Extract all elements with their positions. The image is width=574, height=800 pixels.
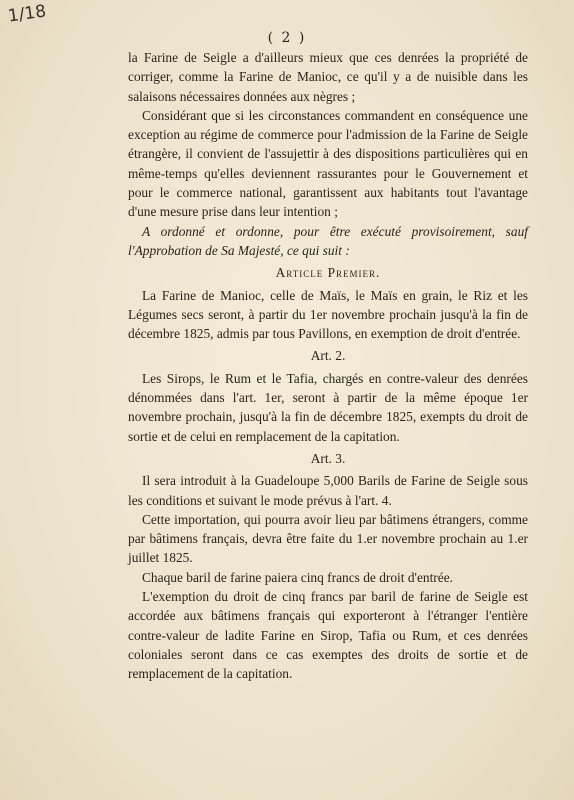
article-1-heading: Article Premier. <box>275 265 381 281</box>
document-body <box>128 48 528 684</box>
article-2-heading: Art. 2. <box>310 348 346 364</box>
paragraph-considerant: Considérant que si les circonstances commandent en conséquence une exception au régime de commerce pour l'admission de la Farine de Seigle étrangère, il convient de l'assujettir à des dispositions particulières qui en même-temps qu'elles deviennent rassurantes pour le Gouvernement et pour le commerce national, garantissent aux habitants tout l'avantage d'une mesure prise dans leur intention ; <box>128 107 528 220</box>
article-3-paragraph-2: Cette importation, qui pourra avoir lieu par bâtimens étrangers, comme par bâtimens français, devra être faite du 1.er novembre prochain au 1.er juillet 1825. <box>128 511 528 566</box>
article-3-paragraph-4: L'exemption du droit de cinq francs par baril de farine de Seigle est accordée aux bâtimens français qui exporteront à l'étranger l'entière contre-valeur de ladite Farine en Sirop, Tafia ou Rum, et ces denrées coloniales seront dans ce cas exemptes des droits de sortie et de remplacement de la capitation. <box>128 589 528 682</box>
paragraph-continuation: la Farine de Seigle a d'ailleurs mieux que ces denrées la propriété de corriger, comme la Farine de Manioc, ce qu'il y a de nuisible dans les salaisons nécessaires données aux nègres ; <box>128 50 528 104</box>
article-3-paragraph-1: Il sera introduit à la Guadeloupe 5,000 Barils de Farine de Seigle sous les conditions et suivant le mode prévus à l'art. 4. <box>128 473 528 508</box>
article-3-paragraph-3: Chaque baril de farine paiera cinq francs de droit d'entrée. <box>142 569 453 585</box>
article-1-text: La Farine de Manioc, celle de Maïs, le Maïs en grain, le Riz et les Légumes secs seront, à partir du 1er novembre prochain jusqu'à la fin de décembre 1825, admis par tous Pavillons, en exemption de droit d'entrée. <box>128 287 528 342</box>
article-3-heading: Art. 3. <box>310 450 346 466</box>
handwritten-margin-note: 1/18 <box>6 1 48 27</box>
page-number: ( 2 ) <box>267 30 307 46</box>
article-2-text: Les Sirops, le Rum et le Tafia, chargés en contre-valeur des denrées dénommées dans l'art. 1er, seront à partir de la même époque 1er novembre prochain, jusqu'à la fin de décembre 1825, exempts du droit de sortie et de celui en remplacement de la capitation. <box>128 370 528 444</box>
paragraph-ordonne: A ordonné et ordonne, pour être exécuté provisoirement, sauf l'Approbation de Sa Majesté, ce qui suit : <box>128 223 528 258</box>
